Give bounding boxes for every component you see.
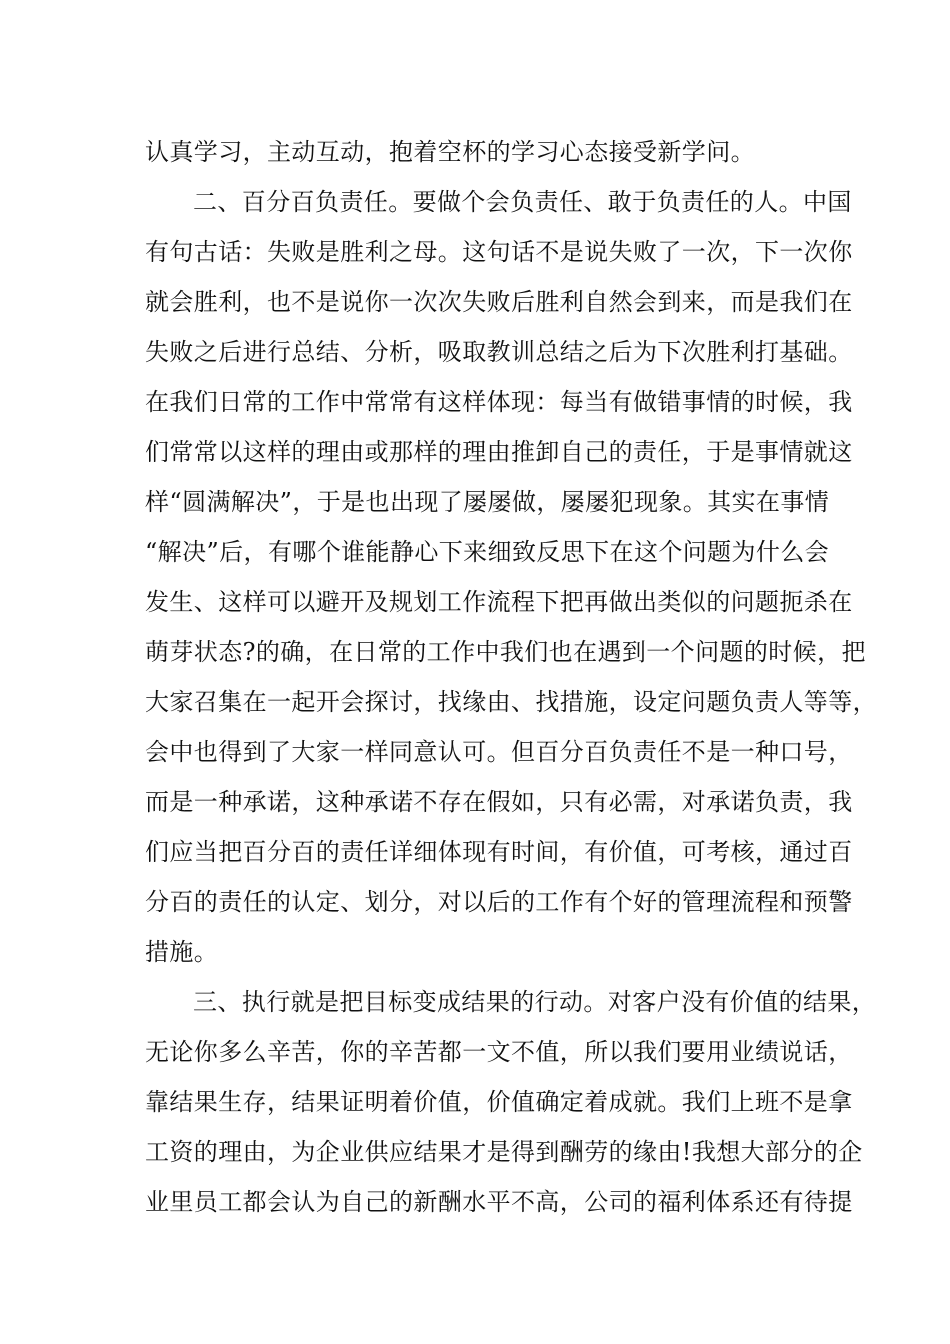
text-line: 会中也得到了大家一样同意认可。但百分百负责任不是一种口号， (145, 738, 853, 766)
text-line: 工资的理由，为企业供应结果才是得到酬劳的缘由!我想大部分的企 (145, 1138, 863, 1166)
text-line: 在我们日常的工作中常常有这样体现：每当有做错事情的时候，我 (145, 388, 853, 416)
text-line: 样“圆满解决”，于是也出现了屡屡做，屡屡犯现象。其实在事情 (145, 488, 830, 516)
text-line: “解决”后，有哪个谁能静心下来细致反思下在这个问题为什么会 (145, 538, 830, 566)
text-line: 无论你多么辛苦，你的辛苦都一文不值，所以我们要用业绩说话， (145, 1038, 853, 1066)
text-line: 靠结果生存，结果证明着价值，价值确定着成就。我们上班不是拿 (145, 1088, 853, 1116)
text-line: 二、百分百负责任。要做个会负责任、敢于负责任的人。中国 (193, 188, 852, 216)
text-line: 分百的责任的认定、划分，对以后的工作有个好的管理流程和预警 (145, 888, 853, 916)
text-line: 措施。 (145, 938, 219, 966)
text-line: 萌芽状态?的确，在日常的工作中我们也在遇到一个问题的时候，把 (145, 638, 866, 666)
text-line: 三、执行就是把目标变成结果的行动。对客户没有价值的结果， (193, 988, 877, 1016)
text-line: 有句古话：失败是胜利之母。这句话不是说失败了一次，下一次你 (145, 238, 853, 266)
text-line: 失败之后进行总结、分析，吸取教训总结之后为下次胜利打基础。 (145, 338, 853, 366)
text-line: 大家召集在一起开会探讨，找缘由、找措施，设定问题负责人等等， (145, 688, 877, 716)
text-line: 们常常以这样的理由或那样的理由推卸自己的责任，于是事情就这 (145, 438, 853, 466)
text-line: 就会胜利，也不是说你一次次失败后胜利自然会到来，而是我们在 (145, 288, 853, 316)
text-line: 而是一种承诺，这种承诺不存在假如，只有必需，对承诺负责，我 (145, 788, 853, 816)
text-line: 们应当把百分百的责任详细体现有时间，有价值，可考核，通过百 (145, 838, 853, 866)
text-line: 发生、这样可以避开及规划工作流程下把再做出类似的问题扼杀在 (145, 588, 853, 616)
text-line: 认真学习，主动互动，抱着空杯的学习心态接受新学问。 (145, 138, 755, 166)
text-line: 业里员工都会认为自己的新酬水平不高，公司的福利体系还有待提 (145, 1188, 853, 1216)
